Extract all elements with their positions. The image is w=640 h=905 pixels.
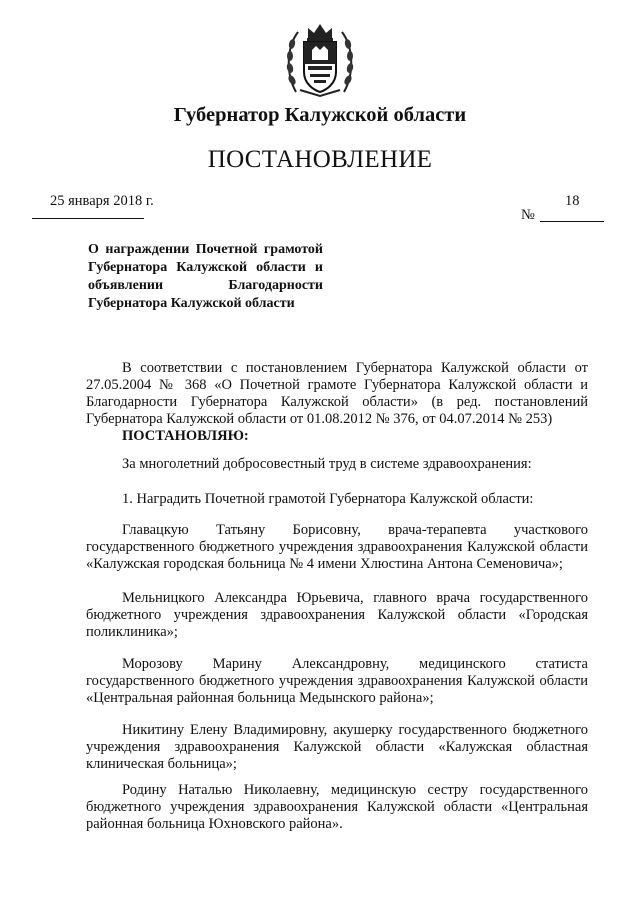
- governor-title: Губернатор Калужской области: [173, 104, 467, 126]
- award-intro: За многолетний добросовестный труд в системе здравоохранения:: [122, 456, 532, 472]
- document-type-title: ПОСТАНОВЛЕНИЕ: [207, 146, 433, 173]
- item-1-heading: 1. Наградить Почетной грамотой Губернатора Калужской области:: [122, 491, 534, 507]
- document-date: 25 января 2018 г.: [50, 193, 154, 209]
- person-paragraph: Никитину Елену Владимировну, акушерку государственного бюджетного учреждения здравоохранения Калужской области «Калужская областная клиническая больница»;: [86, 722, 588, 772]
- document-subject: О награждении Почетной грамотой Губернатора Калужской области и объявлении Благодарности Губернатора Калужской области: [88, 242, 323, 311]
- number-underline: [540, 221, 604, 222]
- person-paragraph: Родину Наталью Николаевну, медицинскую сестру государственного бюджетного учреждения здравоохранения Калужской области «Центральная районная больница Юхновского района».: [86, 782, 588, 832]
- person-paragraph: Мельницкого Александра Юрьевича, главного врача государственного бюджетного учреждения здравоохранения Калужской области «Городская поликлиника»;: [86, 590, 588, 640]
- coat-of-arms-icon: [286, 22, 354, 98]
- document-number: 18: [565, 193, 580, 209]
- number-sign: №: [521, 207, 535, 223]
- legal-basis-text: В соответствии с постановлением Губернатора Калужской области от 27.05.2004 № 368 «О Почетной грамоте Губернатора Калужской области и Благодарности Губернатора Калужской области» (в ред. постановлений Губернатора Калужской области от 01.08.2012 № 376, от 04.07.2014 № 253): [86, 360, 588, 427]
- legal-basis-paragraph: [86, 360, 588, 445]
- decree-word: ПОСТАНОВЛЯЮ:: [122, 428, 249, 444]
- person-paragraph: Главацкую Татьяну Борисовну, врача-терапевта участкового государственного бюджетного учреждения здравоохранения Калужской области «Калужская городская больница № 4 имени Хлюстина Антона Семеновича»;: [86, 522, 588, 572]
- person-paragraph: Морозову Марину Александровну, медицинского статиста государственного бюджетного учреждения здравоохранения Калужской области «Центральная районная больница Медынского района»;: [86, 656, 588, 706]
- date-underline: [32, 218, 144, 219]
